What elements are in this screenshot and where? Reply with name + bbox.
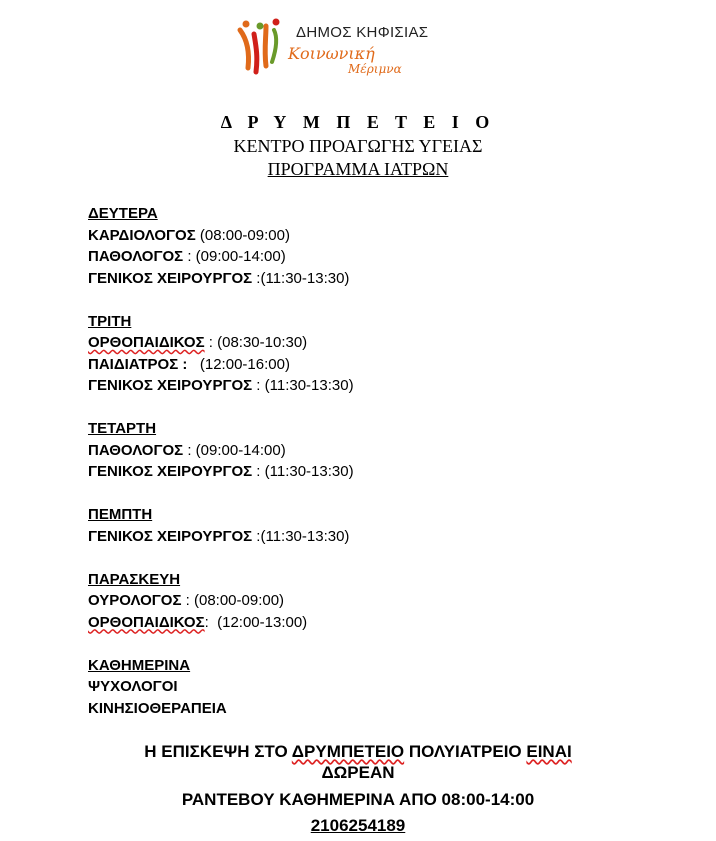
schedule-row xyxy=(88,590,648,612)
day-label: ΔΕΥΤΕΡΑ xyxy=(88,205,158,222)
service-row: ΚΙΝΗΣΙΟΘΕΡΑΠΕΙΑ xyxy=(88,699,227,717)
day-label: ΠΑΡΑΣΚΕΥΗ xyxy=(88,570,181,588)
schedule-row xyxy=(88,268,648,290)
footer-visit-note xyxy=(0,742,716,762)
logo-figures-icon xyxy=(236,16,296,82)
doctor-name: ΟΡΘΟΠΑΙΔΙΚΟΣ xyxy=(88,613,205,631)
doctor-name: ΓΕΝΙΚΟΣ ΧΕΙΡΟΥΡΓΟΣ xyxy=(88,269,253,287)
day-block-monday xyxy=(88,203,648,289)
day-label: ΚΑΘΗΜΕΡΙΝΑ xyxy=(88,656,191,674)
doctor-schedule xyxy=(88,203,648,741)
schedule-row xyxy=(88,612,648,634)
time-slot: : (08:30-10:30) xyxy=(204,334,308,351)
schedule-row xyxy=(88,246,648,268)
schedule-row xyxy=(88,225,648,247)
header-subtitle: ΚΕΝΤΡΟ ΠΡΟΑΓΩΓΗΣ ΥΓΕΙΑΣ xyxy=(233,136,483,156)
time-slot: : (09:00-14:00) xyxy=(183,441,286,459)
doctor-name: ΠΑΙΔΙΑΤΡΟΣ : xyxy=(88,355,188,373)
footer-free: ΔΩΡΕΑΝ xyxy=(321,763,395,782)
time-slot: : (08:00-09:00) xyxy=(181,592,285,609)
day-label: ΠΕΜΠΤΗ xyxy=(88,506,153,523)
header-title: Δ Ρ Υ Μ Π Ε Τ Ε Ι Ο xyxy=(220,112,496,132)
day-block-daily xyxy=(88,655,648,720)
header-program: ΠΡΟΓΡΑΜΜΑ ΙΑΤΡΩΝ xyxy=(267,159,449,179)
footer-word-drympeteio: ΔΡΥΜΠΕΤΕΙΟ xyxy=(291,742,405,761)
day-label: ΤΡΙΤΗ xyxy=(88,312,132,330)
schedule-row xyxy=(88,375,648,397)
schedule-row xyxy=(88,332,648,354)
logo-title: ΔΗΜΟΣ ΚΗΦΙΣΙΑΣ xyxy=(296,24,429,41)
doctor-name: ΚΑΡΔΙΟΛΟΓΟΣ xyxy=(88,226,196,244)
time-slot: : (11:30-13:30) xyxy=(252,377,354,394)
schedule-row xyxy=(88,526,648,548)
footer-phone: 2106254189 xyxy=(310,816,406,835)
footer-appointments: ΡΑΝΤΕΒΟΥ ΚΑΘΗΜΕΡΙΝΑ ΑΠΟ 08:00-14:00 xyxy=(181,790,535,809)
doctor-name: ΓΕΝΙΚΟΣ ΧΕΙΡΟΥΡΓΟΣ xyxy=(88,463,253,480)
municipality-logo xyxy=(236,16,466,82)
day-block-wednesday xyxy=(88,418,648,483)
schedule-row xyxy=(88,354,648,376)
time-slot: (12:00-16:00) xyxy=(187,355,290,373)
footer-prefix: Η ΕΠΙΣΚΕΨΗ ΣΤΟ xyxy=(144,742,292,761)
schedule-row xyxy=(88,461,648,483)
service-row: ΨΥΧΟΛΟΓΟΙ xyxy=(88,678,178,695)
day-label: ΤΕΤΑΡΤΗ xyxy=(88,420,157,437)
doctor-name: ΓΕΝΙΚΟΣ ΧΕΙΡΟΥΡΓΟΣ xyxy=(88,527,253,545)
doctor-name: ΟΡΘΟΠΑΙΔΙΚΟΣ xyxy=(88,334,205,351)
footer-word-einai: ΕΙΝΑΙ xyxy=(526,742,572,761)
doctor-name: ΠΑΘΟΛΟΓΟΣ xyxy=(88,248,184,265)
day-block-friday xyxy=(88,569,648,634)
day-block-tuesday xyxy=(88,311,648,397)
doctor-name: ΓΕΝΙΚΟΣ ΧΕΙΡΟΥΡΓΟΣ xyxy=(88,377,253,394)
time-slot: :(11:30-13:30) xyxy=(252,269,350,287)
doctor-name: ΠΑΘΟΛΟΓΟΣ xyxy=(88,441,184,459)
day-block-thursday xyxy=(88,504,648,547)
time-slot: (08:00-09:00) xyxy=(195,226,290,244)
time-slot: : (11:30-13:30) xyxy=(252,463,354,480)
logo-subtitle-2: Μέριμνα xyxy=(348,62,402,76)
logo-subtitle-1: Κοινωνική xyxy=(288,44,375,63)
schedule-row xyxy=(88,440,648,462)
footer-middle: ΠΟΛΥΙΑΤΡΕΙΟ xyxy=(404,742,527,761)
time-slot: : (09:00-14:00) xyxy=(183,248,286,265)
time-slot: :(11:30-13:30) xyxy=(252,527,350,545)
doctor-name: ΟΥΡΟΛΟΓΟΣ xyxy=(88,592,182,609)
time-slot: : (12:00-13:00) xyxy=(204,613,308,631)
